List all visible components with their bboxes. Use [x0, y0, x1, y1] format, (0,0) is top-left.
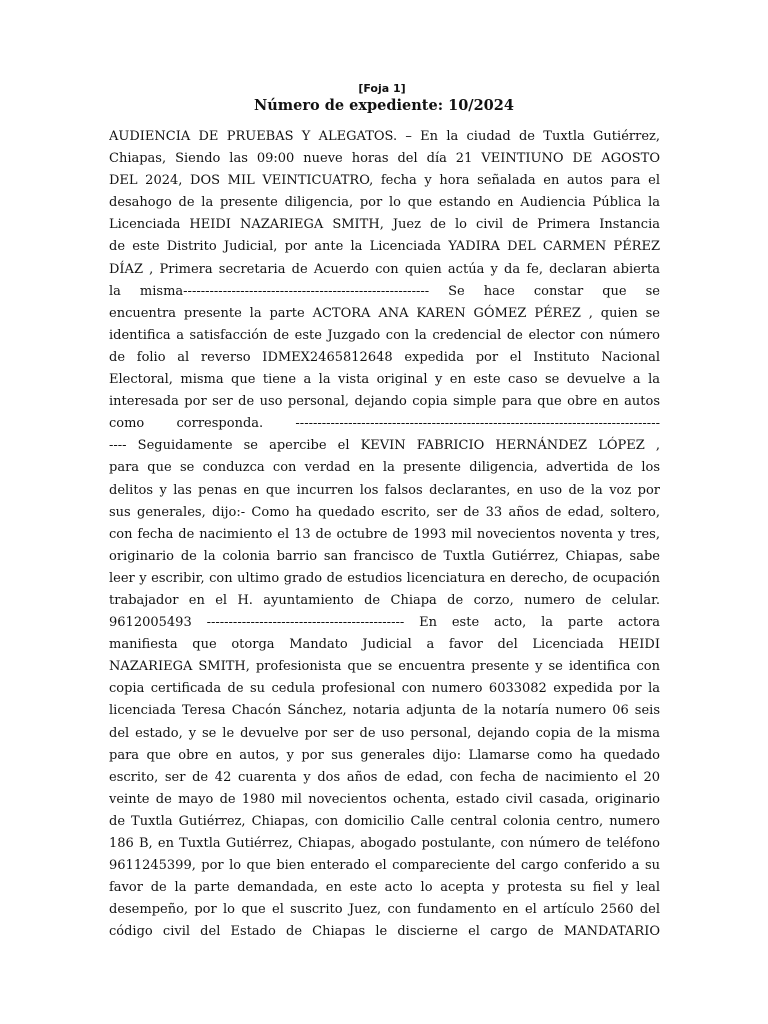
- body-line: trabajador en el H. ayuntamiento de Chiapa de corzo, numero de celular.: [109, 592, 660, 608]
- expediente-title: Número de expediente: 10/2024: [254, 97, 514, 114]
- body-line: manifiesta que otorga Mandato Judicial a favor del Licenciada HEIDI: [109, 637, 660, 653]
- body-line: de este Distrito Judicial, por ante la Licenciada YADIRA DEL CARMEN PÉREZ: [109, 239, 660, 255]
- body-line: copia certificada de su cedula profesional con numero 6033082 expedida por la: [109, 681, 660, 697]
- body-line: escrito, ser de 42 cuarenta y dos años de edad, con fecha de nacimiento el 20: [109, 769, 660, 785]
- body-line: licenciada Teresa Chacón Sánchez, notaria adjunta de la notaría numero 06 seis: [109, 703, 660, 719]
- body-line: la misma-------------------------------------------------------- Se hace constar que se: [109, 283, 660, 299]
- body-line: de folio al reverso IDMEX2465812648 expedida por el Instituto Nacional: [109, 349, 660, 365]
- body-line: leer y escribir, con ultimo grado de estudios licenciatura en derecho, de ocupación: [109, 570, 660, 586]
- foja-label: [Foja 1]: [358, 82, 406, 95]
- body-line: para que obre en autos, y por sus generales dijo: Llamarse como ha quedado: [109, 747, 660, 763]
- body-line: DÍAZ , Primera secretaria de Acuerdo con quien actúa y da fe, declaran abierta: [109, 261, 660, 277]
- document-body: [109, 126, 660, 943]
- body-line: sus generales, dijo:- Como ha quedado escrito, ser de 33 años de edad, soltero,: [109, 504, 660, 520]
- body-line: originario de la colonia barrio san francisco de Tuxtla Gutiérrez, Chiapas, sabe: [109, 548, 660, 564]
- body-line: identifica a satisfacción de este Juzgado con la credencial de elector con número: [109, 327, 660, 343]
- body-line: encuentra presente la parte ACTORA ANA KAREN GÓMEZ PÉREZ , quien se: [109, 305, 660, 321]
- body-line: de Tuxtla Gutiérrez, Chiapas, con domicilio Calle central colonia centro, numero: [109, 813, 660, 829]
- body-line: veinte de mayo de 1980 mil novecientos ochenta, estado civil casada, originario: [109, 791, 660, 807]
- body-line: 9611245399, por lo que bien enterado el compareciente del cargo conferido a su: [109, 858, 660, 874]
- body-line: delitos y las penas en que incurren los falsos declarantes, en uso de la voz por: [109, 482, 660, 498]
- body-line: del estado, y se le devuelve por ser de uso personal, dejando copia de la misma: [109, 725, 660, 741]
- body-line: con fecha de nacimiento el 13 de octubre de 1993 mil novecientos noventa y tres,: [109, 526, 660, 542]
- body-line: NAZARIEGA SMITH, profesionista que se encuentra presente y se identifica con: [109, 659, 660, 675]
- body-line: interesada por ser de uso personal, dejando copia simple para que obre en autos: [109, 394, 660, 410]
- body-line: como corresponda. -----------------------------------------------------------------------------------: [109, 416, 660, 432]
- body-line: Chiapas, Siendo las 09:00 nueve horas del día 21 VEINTIUNO DE AGOSTO: [109, 151, 660, 167]
- body-line: AUDIENCIA DE PRUEBAS Y ALEGATOS. – En la ciudad de Tuxtla Gutiérrez,: [109, 129, 660, 144]
- body-line: DEL 2024, DOS MIL VEINTICUATRO, fecha y hora señalada en autos para el: [109, 173, 660, 189]
- body-line: Electoral, misma que tiene a la vista original y en este caso se devuelve a la: [109, 372, 660, 388]
- body-line: para que se conduzca con verdad en la presente diligencia, advertida de los: [109, 460, 660, 476]
- body-line: favor de la parte demandada, en este acto lo acepta y protesta su fiel y leal: [109, 880, 660, 896]
- body-line: Licenciada HEIDI NAZARIEGA SMITH, Juez de lo civil de Primera Instancia: [109, 217, 660, 233]
- body-line: 9612005493 --------------------------------------------- En este acto, la parte actora: [109, 615, 660, 631]
- body-line: desahogo de la presente diligencia, por lo que estando en Audiencia Pública la: [109, 195, 660, 211]
- body-line: 186 B, en Tuxtla Gutiérrez, Chiapas, abogado postulante, con número de teléfono: [109, 836, 660, 851]
- body-line: ---- Seguidamente se apercibe el KEVIN FABRICIO HERNÁNDEZ LÓPEZ ,: [109, 438, 660, 454]
- body-line: código civil del Estado de Chiapas le discierne el cargo de MANDATARIO: [109, 924, 660, 940]
- body-line: desempeño, por lo que el suscrito Juez, con fundamento en el artículo 2560 del: [109, 902, 660, 918]
